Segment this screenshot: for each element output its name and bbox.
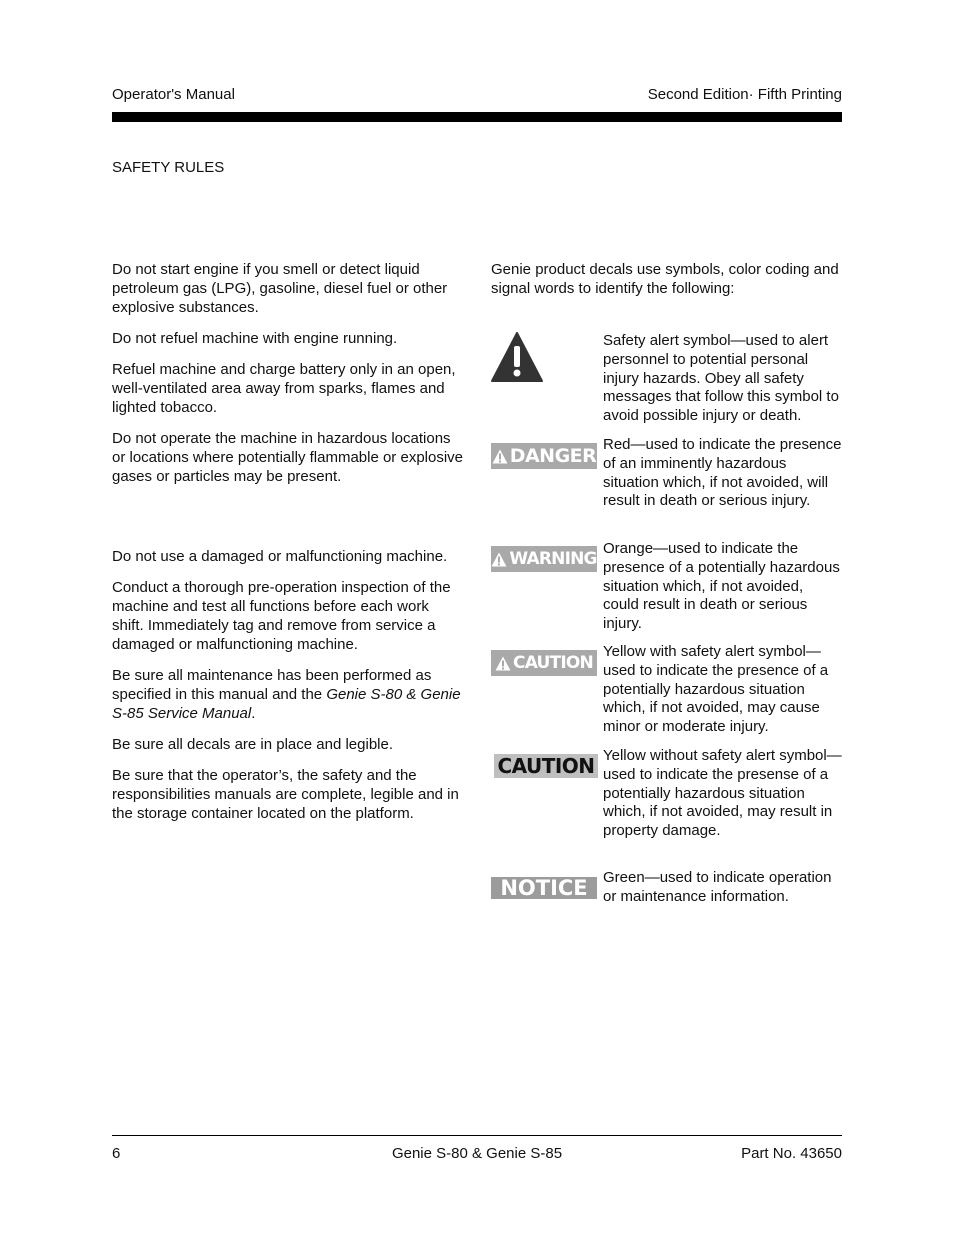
rule-paragraph: Conduct a thorough pre-operation inspection of the machine and test all functions before each work shift. Immediately tag and remove from service a damaged or malfunctioning machine. (112, 579, 451, 653)
danger-decal (491, 443, 597, 469)
service-manual-title: Genie S-80 & Genie S-85 Service Manual (112, 685, 461, 722)
alert-triangle-icon (495, 656, 511, 671)
signal-description: Red—used to indicate the presence of an imminently hazardous situation which, if not avoided, will result in death or serious injury. (603, 436, 842, 510)
signal-description: Orange—used to indicate the presence of a potentially hazardous situation which, if not avoided, could result in death or serious injury. (603, 540, 840, 633)
rule-paragraph: Do not operate the machine in hazardous locations or locations where potentially flammable or explosive gases or particles may be present. (112, 430, 464, 485)
maintenance-end: . (251, 704, 256, 722)
section-title: SAFETY RULES (112, 159, 225, 176)
alert-triangle-icon (491, 552, 507, 567)
alert-triangle-icon (492, 449, 508, 464)
decal-intro: Genie product decals use symbols, color coding and signal words to identify the following: (491, 261, 839, 297)
safety-alert-icon (491, 332, 543, 387)
signal-description: Yellow without safety alert symbol—used to indicate the presense of a potentially hazardous situation which, if not avoided, may result in property damage. (603, 747, 842, 840)
warning-decal (491, 546, 597, 572)
rule-paragraph-maintenance (112, 667, 464, 723)
rule-paragraph: Do not refuel machine with engine running. (112, 329, 398, 347)
left-column (112, 261, 464, 836)
caution-label: CAUTION (513, 653, 593, 673)
notice-decal (491, 877, 597, 899)
rule-paragraph: Be sure that the operator’s, the safety and the responsibilities manuals are complete, legible and in the storage container located on the platform. (112, 767, 459, 822)
rule-paragraph: Be sure all decals are in place and legible. (112, 735, 394, 753)
footer-part-number: Part No. 43650 (741, 1145, 842, 1162)
footer-rule (112, 1135, 842, 1136)
footer-product: Genie S-80 & Genie S-85 (391, 1145, 563, 1162)
caution-no-alert-decal (494, 754, 598, 778)
signal-description: Green—used to indicate operation or maintenance information. (603, 869, 832, 905)
caution-decal (491, 650, 597, 676)
danger-label: DANGER (509, 445, 597, 467)
signal-description: Yellow with safety alert symbol—used to indicate the presence of a potentially hazardous situation which, if not avoided, may cause minor or moderate injury. (603, 643, 829, 736)
maintenance-text: Be sure all maintenance has been performed as specified in this manual and the (112, 666, 432, 703)
page-number: 6 (112, 1145, 121, 1162)
rule-paragraph: Refuel machine and charge battery only in an open, well-ventilated area away from sparks, flames and lighted tobacco. (112, 361, 456, 416)
caution-label: CAUTION (497, 754, 595, 778)
warning-label: WARNING (509, 549, 597, 569)
signal-description: Safety alert symbol—used to alert personnel to potential personal injury hazards. Obey all safety messages that follow this symbol to avoid possible injury or death. (603, 332, 839, 425)
rule-paragraph: Do not use a damaged or malfunctioning machine. (112, 547, 448, 565)
notice-label: NOTICE (500, 876, 588, 900)
header-rule (112, 112, 842, 122)
header-edition: Second Edition· Fifth Printing (647, 86, 842, 103)
rule-paragraph: Do not start engine if you smell or detect liquid petroleum gas (LPG), gasoline, diesel fuel or other explosive substances. (112, 261, 448, 316)
header-manual-title: Operator's Manual (112, 86, 235, 103)
